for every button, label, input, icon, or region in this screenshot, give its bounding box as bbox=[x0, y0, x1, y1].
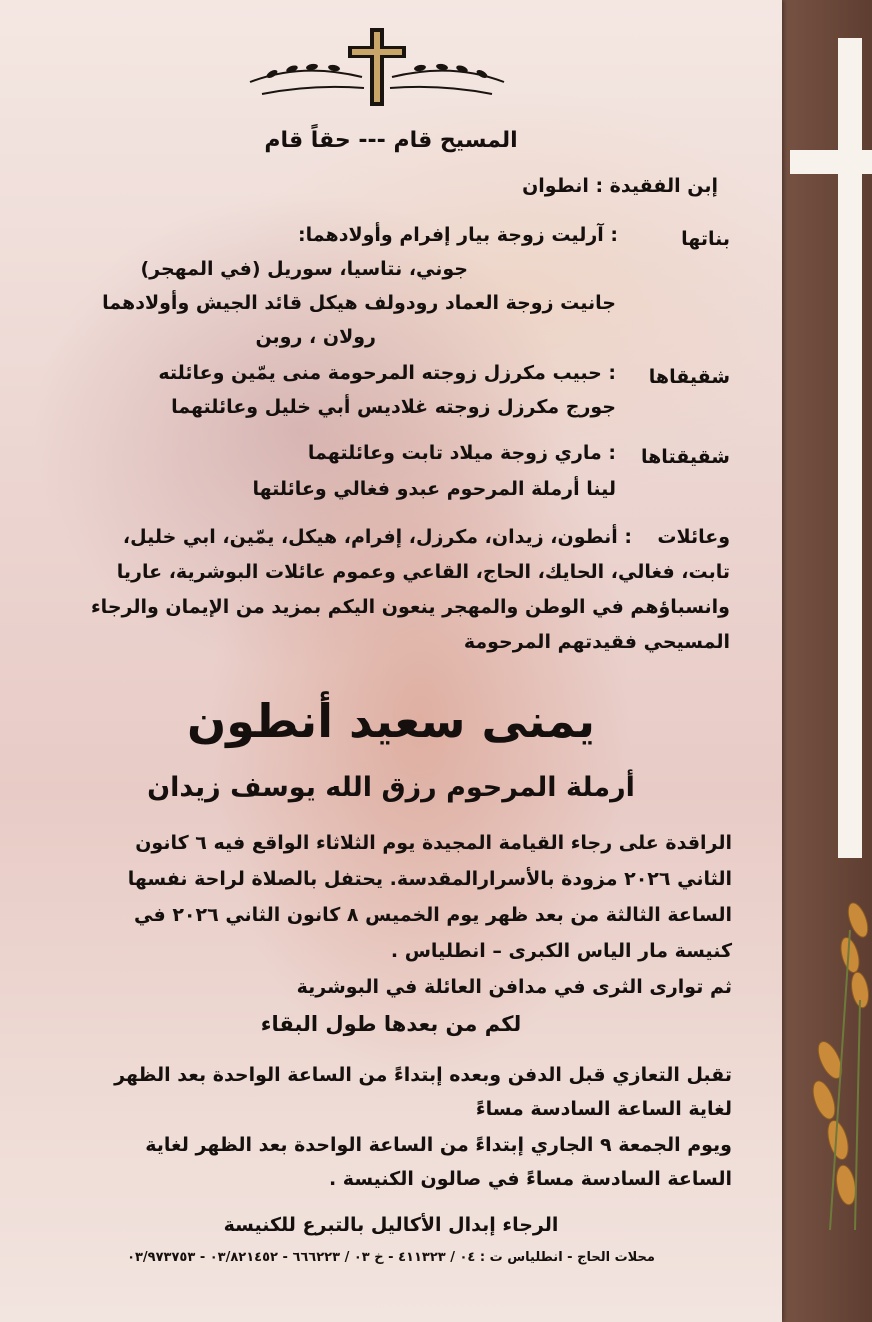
families-line: تابت، فغالي، الحايك، الحاج، القاعي وعموم عائلات البوشرية، عاريا bbox=[116, 561, 730, 583]
brothers-label: شقيقاها bbox=[648, 366, 730, 388]
son-line: إبن الفقيدة : انطوان bbox=[522, 175, 718, 197]
deceased-name: يمنى سعيد أنطون bbox=[187, 694, 595, 748]
families-line: : أنطون، زيدان، مكرزل، إفرام، هيكل، يمّين، ابي خليل، bbox=[122, 526, 632, 548]
sisters-line: : ماري زوجة ميلاد تابت وعائلتهما bbox=[307, 442, 616, 464]
service-line: الثاني ٢٠٢٦ مزودة بالأسرارالمقدسة. يحتفل بالصلاة لراحة نفسها bbox=[127, 868, 732, 890]
condolences-line: تقبل التعازي قبل الدفن وبعده إبتداءً من الساعة الواحدة بعد الظهر bbox=[114, 1064, 732, 1086]
wheat-icon bbox=[800, 900, 872, 1230]
families-line: وانسباؤهم في الوطن والمهجر ينعون اليكم بمزيد من الإيمان والرجاء bbox=[90, 596, 730, 618]
families-line: المسيحي فقيدتهم المرحومة bbox=[463, 631, 730, 653]
service-line: الساعة الثالثة من بعد ظهر يوم الخميس ٨ كانون الثاني ٢٠٢٦ في bbox=[134, 904, 732, 926]
deceased-subtitle: أرملة المرحوم رزق الله يوسف زيدان bbox=[147, 772, 635, 803]
daughters-line: رولان ، روبن bbox=[255, 326, 376, 348]
sisters-label: شقيقتاها bbox=[641, 446, 730, 468]
condolences-line: لغاية الساعة السادسة مساءً bbox=[475, 1098, 732, 1120]
footer-contact: محلات الحاج - انطلياس ت : ٠٤ / ٤١١٣٢٣ - خ ٠٣ / ٦٦٦٢٢٣ - ٠٣/٨٢١٤٥٢ - ٠٣/٩٧٣٧٥٣ bbox=[127, 1250, 655, 1265]
daughters-line: : آرليت زوجة بيار إفرام وأولادهما: bbox=[298, 224, 618, 246]
daughters-label: بناتها bbox=[681, 228, 730, 250]
service-line: الراقدة على رجاء القيامة المجيدة يوم الثلاثاء الواقع فيه ٦ كانون bbox=[135, 832, 732, 854]
brothers-line: جورج مكرزل زوجته غلاديس أبي خليل وعائلتهما bbox=[171, 396, 616, 418]
condolences-line: ويوم الجمعة ٩ الجاري إبتداءً من الساعة الواحدة بعد الظهر لغاية bbox=[145, 1134, 732, 1156]
families-label: وعائلات bbox=[657, 526, 730, 548]
donation-request: الرجاء إبدال الأكاليل بالتبرع للكنيسة bbox=[223, 1214, 559, 1236]
cross-icon-horizontal bbox=[790, 150, 872, 174]
cross-with-olive-branches-icon bbox=[242, 22, 512, 112]
sisters-line: لينا أرملة المرحوم عبدو فغالي وعائلتها bbox=[252, 478, 616, 500]
daughters-line: جانيت زوجة العماد رودولف هيكل قائد الجيش وأولادهما bbox=[102, 292, 616, 314]
closing-line: لكم من بعدها طول البقاء bbox=[260, 1012, 522, 1036]
slogan: المسيح قام --- حقاً قام bbox=[264, 128, 518, 153]
condolences-line: الساعة السادسة مساءً في صالون الكنيسة . bbox=[328, 1168, 732, 1190]
daughters-line: جوني، نتاسيا، سوريل (في المهجر) bbox=[140, 258, 468, 280]
brothers-line: : حبيب مكرزل زوجته المرحومة منى يمّين وعائلته bbox=[158, 362, 616, 384]
service-line: ثم توارى الثرى في مدافن العائلة في البوشرية bbox=[296, 976, 732, 998]
service-line: كنيسة مار الياس الكبرى – انطلياس . bbox=[390, 940, 732, 962]
